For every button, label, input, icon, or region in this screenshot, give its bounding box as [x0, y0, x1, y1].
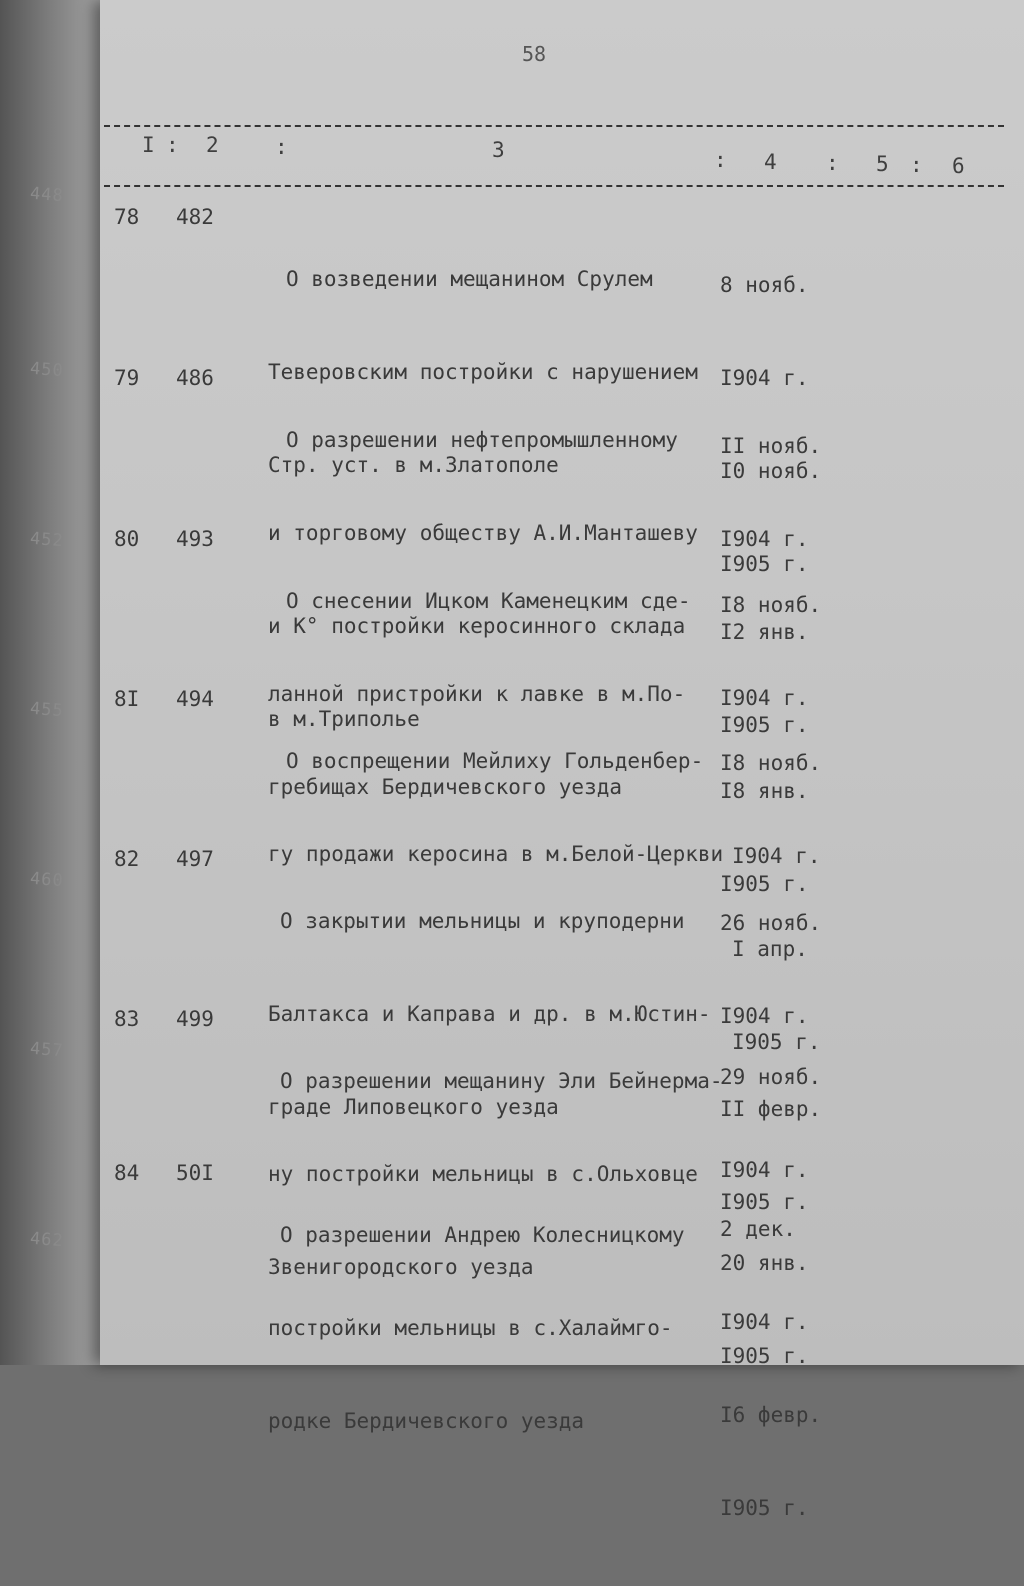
row-number: 78 [114, 205, 140, 229]
date-line: I8 янв. [720, 779, 809, 803]
date-line: I904 г. [720, 527, 809, 551]
description-line: постройки мельницы в с.Халаймго- [268, 1316, 673, 1340]
description-line: О разрешении Андрею Колесницкому [280, 1223, 685, 1247]
ghost-number: 455 [29, 698, 65, 722]
ghost-number: 462 [29, 1228, 65, 1252]
row-number: 84 [114, 1161, 140, 1185]
file-number: 493 [176, 527, 214, 551]
description-line: гребищах Бердичевского уезда [268, 775, 623, 799]
date-line: 20 янв. [720, 1251, 809, 1275]
header-separator: : [826, 151, 839, 175]
date-line: 26 нояб. [720, 911, 822, 935]
header-separator: : [714, 148, 727, 172]
ghost-number: 452 [29, 528, 65, 552]
description-line: О закрытии мельницы и круподерни [280, 909, 685, 933]
row-number: 83 [114, 1007, 140, 1031]
description-line: граде Липовецкого уезда [268, 1095, 559, 1119]
description-line: родке Бердичевского уезда [268, 1409, 585, 1433]
description-line: О снесении Ицком Каменецким сде- [286, 589, 691, 613]
row-number: 82 [114, 847, 140, 871]
date-line: I905 г. [720, 713, 809, 737]
header-col-6: 6 [952, 154, 965, 178]
document-page [100, 0, 1024, 1520]
description-line: Звенигородского уезда [268, 1255, 534, 1279]
file-number: 50I [176, 1161, 214, 1185]
description-line: и К° постройки керосинного склада [268, 614, 686, 638]
date-line: 2 дек. [720, 1217, 796, 1241]
date-line: I8 нояб. [720, 593, 822, 617]
date-line: I905 г. [720, 552, 809, 576]
date-line: I0 нояб. [720, 459, 822, 483]
ghost-number: 448 [29, 183, 65, 207]
description-line: и торговому обществу А.И.Манташеву [268, 521, 698, 545]
date-line: 8 нояб. [720, 273, 809, 297]
row-number: 8I [114, 687, 140, 711]
previous-page-edge [0, 0, 110, 1365]
date-line: II февр. [720, 1097, 822, 1121]
date-line: I905 г. [720, 1190, 809, 1214]
row-number: 79 [114, 366, 140, 390]
date-line: I904 г. [720, 366, 809, 390]
date-line: I904 г. [720, 1004, 809, 1028]
date-line: I904 г. [732, 844, 821, 868]
date-line: I8 нояб. [720, 751, 822, 775]
description-line: в м.Триполье [268, 707, 420, 731]
date-line: I905 г. [720, 1344, 809, 1368]
ghost-number: 460 [29, 868, 65, 892]
date-line: I904 г. [720, 1158, 809, 1182]
description-line: гу продажи керосина в м.Белой-Церкви [268, 842, 724, 866]
date-line: I904 г. [720, 686, 809, 710]
header-separator: : [275, 135, 288, 159]
description-line: О воспрещении Мейлиху Гольденбер- [286, 749, 704, 773]
header-col-4: 4 [764, 150, 777, 174]
header-separator: : [910, 153, 923, 177]
file-number: 497 [176, 847, 214, 871]
description-line: Стр. уст. в м.Златополе [268, 453, 559, 477]
case-dates [720, 1152, 821, 1586]
row-number: 80 [114, 527, 140, 551]
date-line: I2 янв. [720, 620, 809, 644]
header-col-3: 3 [492, 138, 505, 162]
header-bottom-rule [104, 185, 1004, 187]
header-col-5: 5 [876, 152, 889, 176]
description-line: ланной пристройки к лавке в м.По- [268, 682, 686, 706]
file-number: 494 [176, 687, 214, 711]
ghost-number: 457 [29, 1038, 65, 1062]
file-number: 486 [176, 366, 214, 390]
date-line: I905 г. [732, 1030, 821, 1054]
description-line: Теверовским постройки с нарушением [268, 360, 698, 384]
description-line: О разрешении нефтепромышленному [286, 428, 678, 452]
header-top-rule [104, 125, 1004, 127]
date-line: I апр. [732, 937, 808, 961]
description-line: О разрешении мещанину Эли Бейнерма- [280, 1069, 723, 1093]
date-line: II нояб. [720, 434, 822, 458]
description-line: ну постройки мельницы в с.Ольховце [268, 1162, 698, 1186]
header-col-1: I [142, 133, 155, 157]
header-separator: : [166, 133, 179, 157]
description-line: О возведении мещанином Срулем [286, 267, 653, 291]
date-line: 29 нояб. [720, 1065, 822, 1089]
date-line: I905 г. [720, 872, 809, 896]
file-number: 499 [176, 1007, 214, 1031]
date-line: I905 г. [720, 1496, 809, 1520]
date-line: I6 февр. [720, 1403, 822, 1427]
file-number: 482 [176, 205, 214, 229]
header-col-2: 2 [206, 133, 219, 157]
case-description [268, 1158, 718, 1499]
table-row [100, 1158, 1024, 1520]
description-line: Балтакса и Каправа и др. в м.Юстин- [268, 1002, 711, 1026]
date-line: I904 г. [720, 1310, 809, 1334]
ghost-number: 450 [29, 358, 65, 382]
page-number: 58 [522, 42, 547, 66]
